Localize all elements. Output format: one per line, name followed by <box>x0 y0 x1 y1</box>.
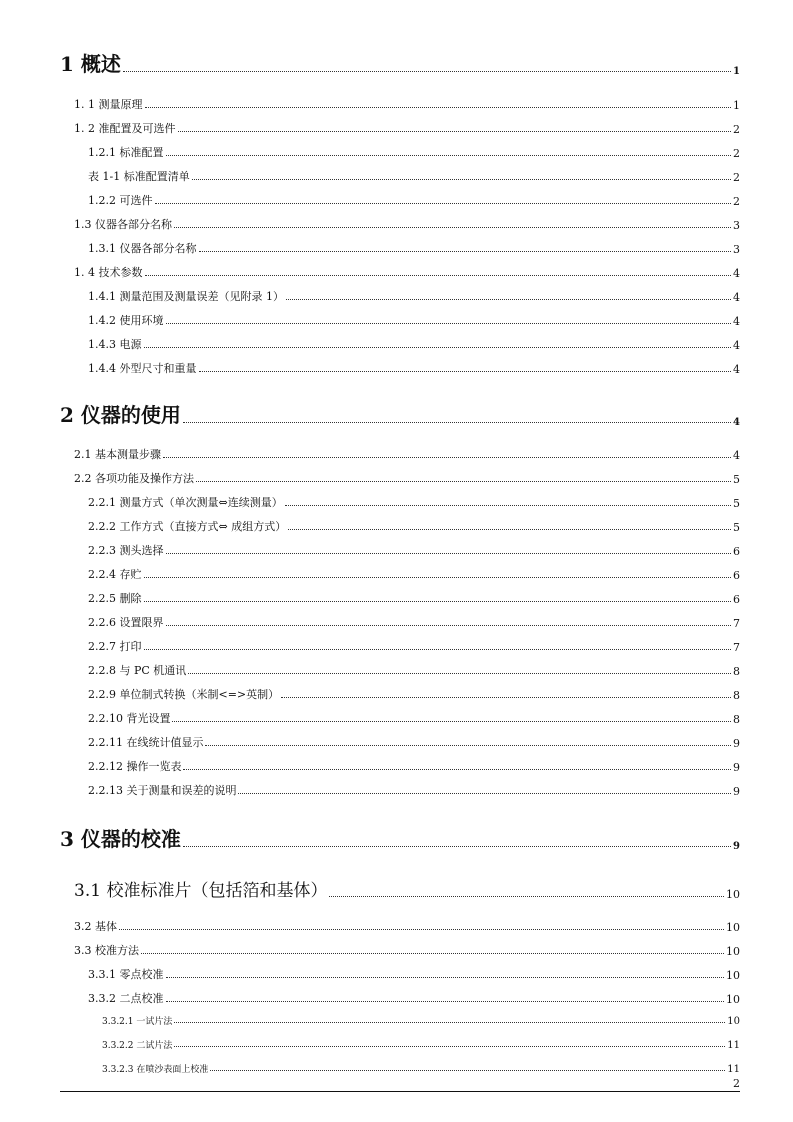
toc-entry[interactable] <box>102 1038 740 1051</box>
toc-entry-title: 1 概述 <box>60 52 121 76</box>
toc-entry[interactable] <box>74 96 740 112</box>
toc-entry[interactable] <box>74 918 740 934</box>
toc-entry[interactable] <box>88 168 740 184</box>
toc-entry[interactable] <box>74 942 740 958</box>
toc-entry-title: 2.2.7 打印 <box>88 640 142 653</box>
toc-entry-title: 2.2.11 在线统计值显示 <box>88 736 204 749</box>
toc-entry[interactable] <box>60 823 740 852</box>
toc-dot-leader <box>188 672 731 674</box>
toc-entry-page: 4 <box>733 363 740 376</box>
toc-entry-title: 2.1 基本测量步骤 <box>74 448 161 461</box>
toc-entry[interactable] <box>88 662 740 678</box>
toc-entry[interactable] <box>88 590 740 606</box>
toc-entry[interactable] <box>60 399 740 428</box>
toc-entry-page: 6 <box>733 569 740 582</box>
toc-entry-title: 3.1 校准标准片（包括箔和基体） <box>74 881 328 901</box>
toc-dot-leader <box>166 552 732 554</box>
toc-dot-leader <box>183 421 731 423</box>
toc-dot-leader <box>205 744 731 746</box>
toc-entry-page: 3 <box>733 243 740 256</box>
toc-entry[interactable] <box>74 120 740 136</box>
toc-entry-title: 1.4.3 电源 <box>88 338 142 351</box>
toc-entry[interactable] <box>74 216 740 232</box>
toc-entry-page: 2 <box>733 123 740 136</box>
toc-entry-page: 6 <box>733 545 740 558</box>
toc-entry[interactable] <box>88 542 740 558</box>
toc-dot-leader <box>172 720 731 722</box>
toc-entry-title: 2.2.4 存贮 <box>88 568 142 581</box>
toc-dot-leader <box>192 178 731 180</box>
toc-entry-page: 1 <box>733 99 740 112</box>
toc-entry-title: 3 仪器的校准 <box>60 827 181 851</box>
toc-entry-title: 1.2.2 可选件 <box>88 194 153 207</box>
toc-entry-title: 1.4.2 使用环境 <box>88 314 164 327</box>
toc-entry-page: 5 <box>733 521 740 534</box>
toc-dot-leader <box>285 504 731 506</box>
toc-dot-leader <box>199 250 732 252</box>
toc-entry-title: 3.3.2 二点校准 <box>88 992 164 1005</box>
toc-dot-leader <box>166 624 732 626</box>
toc-dot-leader <box>166 322 732 324</box>
toc-dot-leader <box>238 792 731 794</box>
toc-entry-page: 2 <box>733 195 740 208</box>
toc-entry[interactable] <box>88 336 740 352</box>
toc-dot-leader <box>123 70 731 72</box>
toc-entry-page: 4 <box>733 339 740 352</box>
toc-dot-leader <box>144 600 732 602</box>
toc-entry[interactable] <box>60 48 740 77</box>
toc-entry-page: 9 <box>733 761 740 774</box>
toc-entry-page: 4 <box>733 291 740 304</box>
toc-dot-leader <box>174 1021 725 1023</box>
toc-entry-title: 3.3.2.3 在喷沙表面上校准 <box>102 1065 209 1075</box>
toc-dot-leader <box>145 274 732 276</box>
toc-dot-leader <box>183 845 731 847</box>
toc-dot-leader <box>155 202 732 204</box>
toc-entry-title: 3.3.2.2 二试片法 <box>102 1041 173 1051</box>
toc-entry[interactable] <box>88 614 740 630</box>
toc-entry-page: 4 <box>733 449 740 462</box>
toc-dot-leader <box>163 456 731 458</box>
footer-rule <box>60 1091 740 1092</box>
toc-dot-leader <box>141 952 724 954</box>
toc-entry-title: 2.2.3 测头选择 <box>88 544 164 557</box>
toc-entry-page: 5 <box>733 497 740 510</box>
toc-entry-page: 2 <box>733 171 740 184</box>
toc-entry-page: 2 <box>733 147 740 160</box>
toc-dot-leader <box>210 1069 725 1071</box>
toc-entry-page: 9 <box>733 785 740 798</box>
toc-entry-page: 9 <box>733 737 740 750</box>
toc-entry-title: 2.2 各项功能及操作方法 <box>74 472 194 485</box>
toc-dot-leader <box>199 370 732 372</box>
toc-entry-page: 6 <box>733 593 740 606</box>
toc-entry[interactable] <box>74 446 740 462</box>
toc-dot-leader <box>281 696 731 698</box>
toc-entry-page: 10 <box>726 945 740 958</box>
toc-entry-title: 2.2.13 关于测量和误差的说明 <box>88 784 237 797</box>
footer-page-number: 2 <box>733 1077 740 1090</box>
toc-entry-title: 2.2.10 背光设置 <box>88 712 171 725</box>
toc-entry[interactable] <box>88 192 740 208</box>
toc-entry[interactable] <box>88 566 740 582</box>
toc-entry-title: 1.3.1 仪器各部分名称 <box>88 242 197 255</box>
toc-dot-leader <box>286 298 731 300</box>
toc-entry[interactable] <box>88 240 740 256</box>
toc-entry-page: 8 <box>733 665 740 678</box>
toc-entry[interactable] <box>88 494 740 510</box>
toc-entry-title: 2.2.8 与 PC 机通讯 <box>88 664 187 677</box>
toc-entry-page: 8 <box>733 713 740 726</box>
toc-entry[interactable] <box>88 734 740 750</box>
toc-entry-page: 10 <box>726 969 740 982</box>
toc-entry-title: 1.2.1 标准配置 <box>88 146 164 159</box>
toc-entry[interactable] <box>88 758 740 774</box>
toc-entry-title: 2.2.1 测量方式（单次测量⇔连续测量） <box>88 496 283 509</box>
toc-entry-title: 2.2.2 工作方式（直接方式⇔ 成组方式） <box>88 520 287 533</box>
toc-entry-page: 4 <box>733 417 740 428</box>
toc-entry[interactable] <box>74 876 740 901</box>
toc-entry-title: 2.2.6 设置限界 <box>88 616 164 629</box>
toc-entry-page: 7 <box>733 641 740 654</box>
toc-entry[interactable] <box>88 966 740 982</box>
toc-dot-leader <box>166 1000 725 1002</box>
toc-dot-leader <box>144 576 732 578</box>
toc-dot-leader <box>288 528 731 530</box>
toc-entry-title: 1.4.4 外型尺寸和重量 <box>88 362 197 375</box>
toc-dot-leader <box>119 928 724 930</box>
toc-entry[interactable] <box>88 782 740 798</box>
toc-entry-title: 3.3.2.1 一试片法 <box>102 1017 173 1027</box>
toc-dot-leader <box>166 976 725 978</box>
toc-dot-leader <box>178 130 732 132</box>
toc-entry-title: 2.2.12 操作一览表 <box>88 760 182 773</box>
toc-entry-title: 1.3 仪器各部分名称 <box>74 218 172 231</box>
toc-entry[interactable] <box>88 638 740 654</box>
toc-entry[interactable] <box>88 710 740 726</box>
toc-dot-leader <box>145 106 732 108</box>
toc-entry-page: 3 <box>733 219 740 232</box>
toc-entry-page: 9 <box>733 841 740 852</box>
toc-entry-page: 5 <box>733 473 740 486</box>
toc-entry[interactable] <box>88 990 740 1006</box>
toc-entry-title: 3.2 基体 <box>74 920 117 933</box>
toc-entry-page: 10 <box>726 921 740 934</box>
toc-dot-leader <box>144 648 732 650</box>
toc-dot-leader <box>329 895 724 897</box>
toc-entry-title: 1.4.1 测量范围及测量误差（见附录 1） <box>88 290 284 303</box>
toc-entry-title: 3.3.1 零点校准 <box>88 968 164 981</box>
toc-dot-leader <box>174 1045 725 1047</box>
toc-entry[interactable] <box>88 288 740 304</box>
toc-entry-page: 10 <box>726 993 740 1006</box>
toc-dot-leader <box>166 154 732 156</box>
toc-entry-page: 8 <box>733 689 740 702</box>
toc-entry-page: 4 <box>733 315 740 328</box>
toc-entry[interactable] <box>88 360 740 376</box>
toc-entry-page: 10 <box>726 888 740 901</box>
toc-dot-leader <box>144 346 732 348</box>
toc-entry-page: 1 <box>733 66 740 77</box>
toc-dot-leader <box>174 226 731 228</box>
toc-entry-title: 2 仪器的使用 <box>60 403 181 427</box>
toc-entry-title: 表 1-1 标准配置清单 <box>88 170 190 183</box>
toc-entry[interactable] <box>74 470 740 486</box>
toc-entry-title: 1. 2 准配置及可选件 <box>74 122 176 135</box>
toc-entry-page: 11 <box>727 1064 740 1075</box>
toc-entry[interactable] <box>74 264 740 280</box>
toc-entry[interactable] <box>88 312 740 328</box>
toc-entry[interactable] <box>102 1014 740 1027</box>
toc-entry-page: 11 <box>727 1040 740 1051</box>
toc-entry-page: 4 <box>733 267 740 280</box>
toc-dot-leader <box>183 768 731 770</box>
toc-entry-title: 1. 4 技术参数 <box>74 266 143 279</box>
toc-entry[interactable] <box>102 1062 740 1075</box>
toc-entry-page: 10 <box>727 1016 740 1027</box>
toc-entry[interactable] <box>88 518 740 534</box>
toc-entry-title: 2.2.5 删除 <box>88 592 142 605</box>
toc-dot-leader <box>196 480 731 482</box>
toc-entry[interactable] <box>88 686 740 702</box>
toc-entry-title: 2.2.9 单位制式转换（米制<=>英制） <box>88 688 280 701</box>
toc-entry-title: 1. 1 测量原理 <box>74 98 143 111</box>
toc-entry[interactable] <box>88 144 740 160</box>
toc-entry-title: 3.3 校准方法 <box>74 944 139 957</box>
toc-entry-page: 7 <box>733 617 740 630</box>
